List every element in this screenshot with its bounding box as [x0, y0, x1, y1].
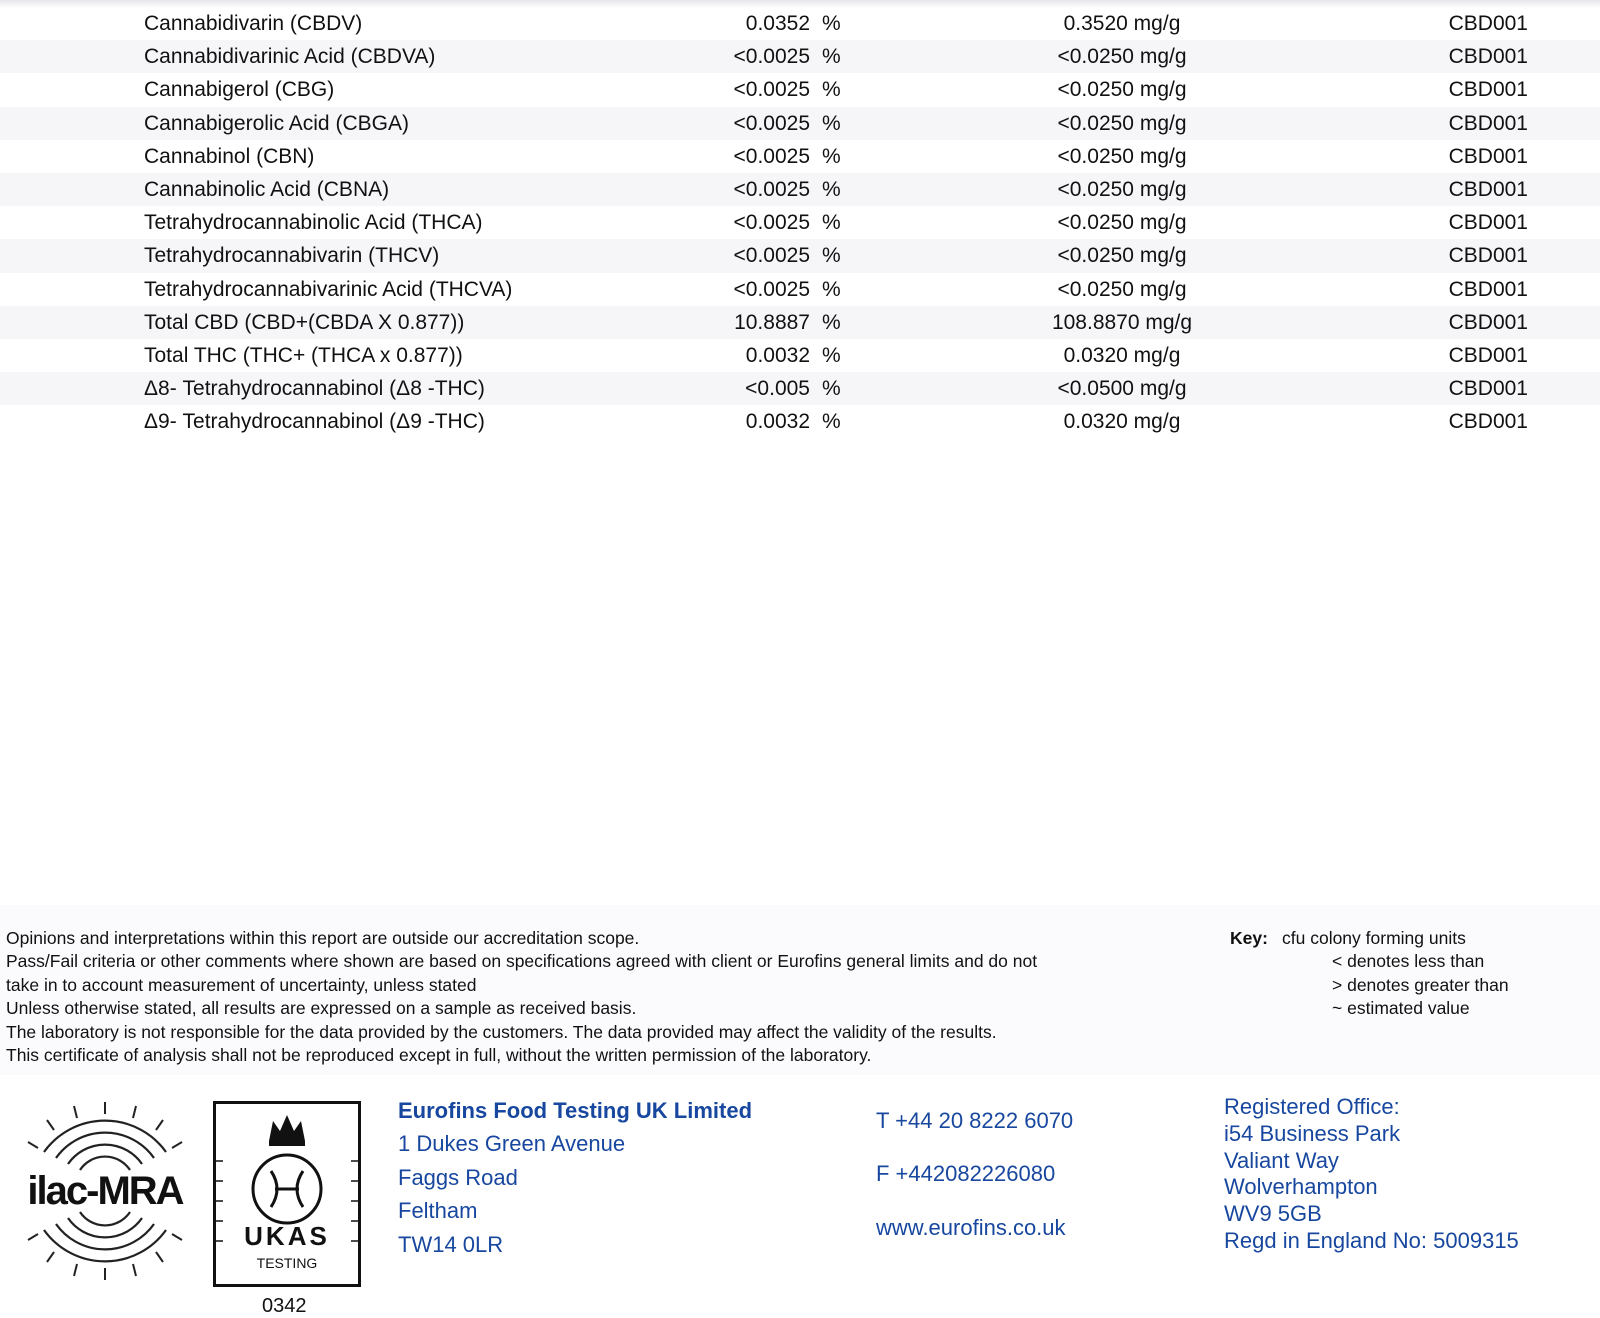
table-row [0, 40, 1600, 73]
analyte-name: Cannabigerolic Acid (CBGA) [144, 111, 409, 135]
table-row [0, 405, 1600, 438]
percent-unit: % [822, 144, 841, 168]
method-code: CBD001 [1448, 144, 1528, 168]
address-line: Faggs Road [398, 1164, 518, 1190]
analyte-name: Cannabigerol (CBG) [144, 78, 335, 102]
percent-value: 10.8887 [734, 310, 810, 334]
company-name: Eurofins Food Testing UK Limited [398, 1098, 753, 1123]
registered-line: Regd in England No: 5009315 [1224, 1227, 1519, 1253]
table-row [0, 372, 1600, 405]
table-row [0, 206, 1600, 239]
percent-unit: % [822, 211, 841, 235]
analyte-name: Total THC (THC+ (THCA x 0.877)) [144, 343, 463, 367]
analyte-name: Tetrahydrocannabivarinic Acid (THCVA) [144, 277, 513, 301]
mg-value: <0.0250 mg/g [1057, 111, 1187, 135]
percent-value: <0.0025 [733, 144, 810, 168]
analyte-name: Tetrahydrocannabivarin (THCV) [144, 244, 440, 268]
table-row [0, 173, 1600, 206]
percent-unit: % [822, 343, 841, 367]
method-code: CBD001 [1448, 12, 1528, 35]
mg-value: <0.0250 mg/g [1057, 78, 1187, 102]
key-item: cfu colony forming units [1282, 928, 1466, 948]
mg-value: <0.0250 mg/g [1057, 277, 1187, 301]
method-code: CBD001 [1448, 244, 1528, 268]
percent-unit: % [822, 78, 841, 102]
table-row [0, 140, 1600, 173]
mg-value: <0.0250 mg/g [1057, 144, 1187, 168]
analyte-name: Cannabinol (CBN) [144, 144, 315, 168]
percent-value: <0.0025 [733, 277, 810, 301]
key-item: > denotes greater than [1332, 974, 1509, 995]
method-code: CBD001 [1448, 277, 1528, 301]
percent-unit: % [822, 277, 841, 301]
mg-value: 0.0320 mg/g [1063, 410, 1181, 434]
registered-line: WV9 5GB [1224, 1201, 1322, 1227]
percent-unit: % [822, 410, 841, 434]
registered-line: Registered Office: [1224, 1094, 1400, 1119]
percent-value: <0.0025 [733, 111, 810, 135]
contact-info [876, 1094, 1073, 1254]
method-code: CBD001 [1448, 343, 1528, 367]
table-row [0, 73, 1600, 106]
disclaimer-line: Opinions and interpretations within this report are outside our accreditation scope. [6, 928, 640, 948]
key-label: Key: [1230, 928, 1268, 948]
analyte-name: Cannabidivarinic Acid (CBDVA) [144, 45, 436, 69]
table-row [0, 306, 1600, 339]
method-code: CBD001 [1448, 177, 1528, 201]
key-item: ~ estimated value [1332, 998, 1470, 1019]
address-line: 1 Dukes Green Avenue [398, 1131, 626, 1157]
ilac-logo-text: ilac-MRA [27, 1169, 183, 1213]
disclaimer-line: This certificate of analysis shall not be reproduced except in full, without the written permission of the laboratory. [6, 1045, 872, 1066]
percent-value: <0.0025 [733, 211, 810, 235]
mg-value: 0.0320 mg/g [1063, 343, 1181, 367]
disclaimer-text [6, 927, 1206, 1067]
registered-line: Wolverhampton [1224, 1174, 1378, 1200]
ilac-mra-logo [14, 1100, 196, 1282]
mg-value: 108.8870 mg/g [1051, 310, 1193, 334]
mg-value: <0.0250 mg/g [1057, 177, 1187, 201]
percent-unit: % [822, 111, 841, 135]
disclaimer-line: Pass/Fail criteria or other comments where shown are based on specifications agreed with client or Eurofins general limits and do not [6, 951, 1038, 972]
analyte-name: Total CBD (CBD+(CBDA X 0.877)) [144, 310, 465, 334]
method-code: CBD001 [1448, 111, 1528, 135]
analyte-name: Cannabidivarin (CBDV) [144, 12, 363, 35]
percent-unit: % [822, 244, 841, 268]
ukas-accreditation-number: 0342 [262, 1295, 307, 1317]
table-row [0, 107, 1600, 140]
table-row [0, 239, 1600, 272]
disclaimer-line: Unless otherwise stated, all results are expressed on a sample as received basis. [6, 998, 637, 1019]
table-row [0, 7, 1600, 40]
ukas-logo-subtext: TESTING [256, 1255, 318, 1271]
percent-unit: % [822, 12, 841, 35]
registered-office [1224, 1094, 1519, 1255]
percent-value: <0.0025 [733, 177, 810, 201]
percent-unit: % [822, 177, 841, 201]
registered-line: i54 Business Park [1224, 1120, 1401, 1146]
percent-value: <0.0025 [733, 244, 810, 268]
percent-value: 0.0032 [745, 410, 810, 434]
mg-value: <0.0250 mg/g [1057, 244, 1187, 268]
percent-value: 0.0032 [745, 343, 810, 367]
ukas-logo [213, 1101, 361, 1291]
disclaimer-line: take in to account measurement of uncertainty, unless stated [6, 974, 477, 995]
key-item: < denotes less than [1332, 951, 1485, 972]
method-code: CBD001 [1448, 45, 1528, 69]
percent-value: <0.0025 [733, 45, 810, 69]
table-row [0, 273, 1600, 306]
percent-unit: % [822, 310, 841, 334]
percent-value: <0.005 [745, 377, 810, 401]
percent-unit: % [822, 377, 841, 401]
analyte-name: Tetrahydrocannabinolic Acid (THCA) [144, 211, 483, 235]
percent-value: <0.0025 [733, 78, 810, 102]
disclaimer-line: The laboratory is not responsible for the data provided by the customers. The data provided may affect the validity of the results. [6, 1021, 997, 1042]
analyte-name: Cannabinolic Acid (CBNA) [144, 177, 390, 201]
method-code: CBD001 [1448, 78, 1528, 102]
method-code: CBD001 [1448, 377, 1528, 401]
key-legend [1230, 927, 1509, 1021]
ukas-logo-text: UKAS [244, 1221, 330, 1251]
results-table [0, 7, 1600, 438]
address-line: TW14 0LR [398, 1231, 504, 1257]
fax-number: F +442082226080 [876, 1161, 1056, 1187]
analyte-name: Δ9- Tetrahydrocannabinol (Δ9 -THC) [144, 410, 485, 434]
address-line: Feltham [398, 1198, 478, 1224]
table-row [0, 339, 1600, 372]
method-code: CBD001 [1448, 211, 1528, 235]
mg-value: 0.3520 mg/g [1063, 12, 1181, 35]
mg-value: <0.0250 mg/g [1057, 45, 1187, 69]
website-link[interactable]: www.eurofins.co.uk [876, 1214, 1066, 1240]
mg-value: <0.0500 mg/g [1057, 377, 1187, 401]
analyte-name: Δ8- Tetrahydrocannabinol (Δ8 -THC) [144, 377, 485, 401]
percent-value: 0.0352 [745, 12, 810, 35]
registered-line: Valiant Way [1224, 1147, 1339, 1173]
phone-number: T +44 20 8222 6070 [876, 1108, 1074, 1133]
company-address [398, 1094, 752, 1261]
method-code: CBD001 [1448, 410, 1528, 434]
percent-unit: % [822, 45, 841, 69]
disclaimer-section [0, 905, 1600, 1075]
mg-value: <0.0250 mg/g [1057, 211, 1187, 235]
method-code: CBD001 [1448, 310, 1528, 334]
